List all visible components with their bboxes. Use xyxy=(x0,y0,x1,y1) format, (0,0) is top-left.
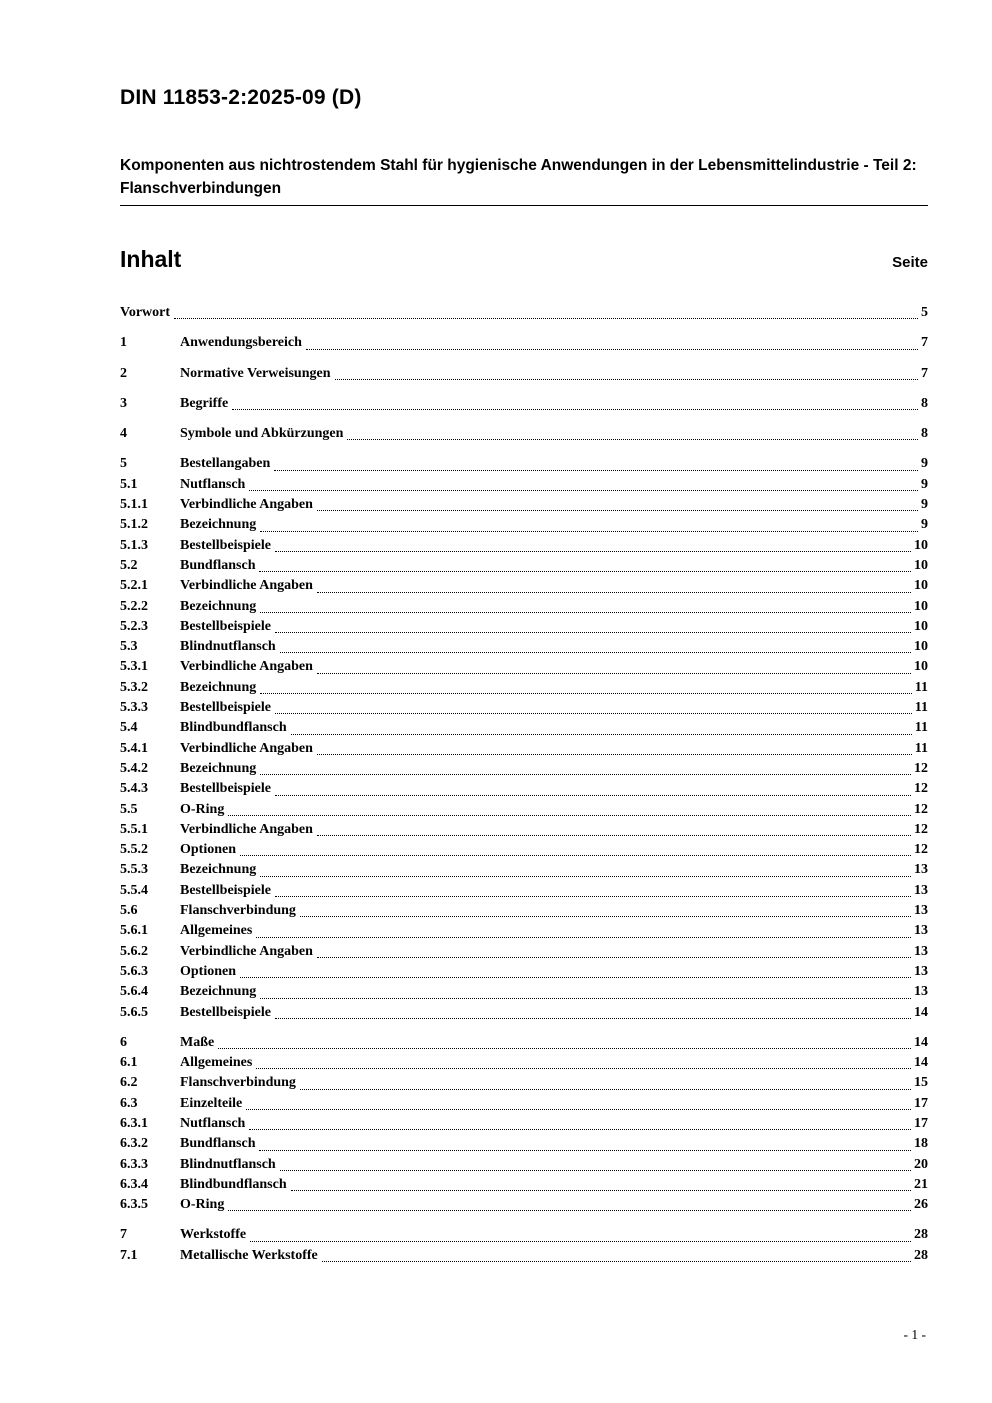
toc-entry[interactable] xyxy=(120,495,928,515)
toc-entry[interactable] xyxy=(120,303,928,323)
toc-entry-page: 8 xyxy=(921,426,928,442)
toc-entry-page: 17 xyxy=(914,1095,928,1111)
toc-entry-number: 5.5.2 xyxy=(120,842,148,858)
toc-entry-number: 5.2 xyxy=(120,557,138,573)
toc-entry-page: 10 xyxy=(914,537,928,553)
toc-entry-title: O-Ring xyxy=(180,801,225,817)
toc-entry-number: 5.6.3 xyxy=(120,963,148,979)
toc-entry-page: 9 xyxy=(921,497,928,513)
toc-entry-title: Verbindliche Angaben xyxy=(180,740,313,756)
toc-leader-dots xyxy=(300,916,911,917)
toc-leader-dots xyxy=(275,896,911,897)
toc-entry[interactable] xyxy=(120,424,928,444)
toc-leader-dots xyxy=(275,795,911,796)
toc-entry-number: 6.3.3 xyxy=(120,1156,148,1172)
toc-entry-number: 6.3.4 xyxy=(120,1176,148,1192)
toc-entry-number: 7.1 xyxy=(120,1247,138,1263)
toc-entry-number: 5 xyxy=(120,456,127,472)
toc-entry-number: 2 xyxy=(120,365,127,381)
toc-entry-title: O-Ring xyxy=(180,1197,225,1213)
toc-entry-page: 13 xyxy=(914,984,928,1000)
toc-leader-dots xyxy=(274,470,918,471)
toc-leader-dots xyxy=(228,1210,911,1211)
toc-entry-title: Metallische Werkstoffe xyxy=(180,1247,318,1263)
toc-leader-dots xyxy=(306,349,918,350)
toc-entry-number: 5.1 xyxy=(120,476,138,492)
toc-entry-page: 7 xyxy=(921,365,928,381)
toc-entry-number: 5.3 xyxy=(120,639,138,655)
toc-entry-page: 10 xyxy=(914,618,928,634)
toc-entry[interactable] xyxy=(120,921,928,941)
toc-entry-page: 14 xyxy=(914,1004,928,1020)
toc-entry-number: 5.4.2 xyxy=(120,760,148,776)
toc-entry-page: 18 xyxy=(914,1136,928,1152)
toc-entry-number: 6.1 xyxy=(120,1055,138,1071)
toc-entry[interactable] xyxy=(120,779,928,799)
toc-entry-title: Verbindliche Angaben xyxy=(180,497,313,513)
toc-entry-number: 6.3 xyxy=(120,1095,138,1111)
toc-entry[interactable] xyxy=(120,881,928,901)
toc-leader-dots xyxy=(317,957,911,958)
toc-entry-page: 11 xyxy=(914,700,928,716)
toc-entry-page: 11 xyxy=(914,720,928,736)
toc-leader-dots xyxy=(259,1150,911,1151)
toc-entry-page: 10 xyxy=(914,639,928,655)
toc-leader-dots xyxy=(174,318,918,319)
toc-entry-title: Blindnutflansch xyxy=(180,639,276,655)
toc-leader-dots xyxy=(240,855,911,856)
toc-entry[interactable] xyxy=(120,536,928,556)
page-content xyxy=(120,0,928,1266)
toc-leader-dots xyxy=(246,1109,911,1110)
toc-entry-number: 6.3.2 xyxy=(120,1136,148,1152)
toc-entry[interactable] xyxy=(120,617,928,637)
toc-leader-dots xyxy=(317,673,911,674)
toc-entry-number: 5.2.1 xyxy=(120,578,148,594)
toc-entry-page: 10 xyxy=(914,659,928,675)
toc-entry-number: 5.4.1 xyxy=(120,740,148,756)
toc-entry-number: 5.2.2 xyxy=(120,598,148,614)
toc-entry-page: 17 xyxy=(914,1115,928,1131)
toc-entry-title: Einzelteile xyxy=(180,1095,243,1111)
toc-entry-number: 5.6.5 xyxy=(120,1004,148,1020)
toc-entry-number: 4 xyxy=(120,426,127,442)
toc-entry[interactable] xyxy=(120,576,928,596)
toc-leader-dots xyxy=(335,379,919,380)
toc-entry[interactable] xyxy=(120,739,928,759)
toc-entry-page: 12 xyxy=(914,801,928,817)
toc-leader-dots xyxy=(280,652,911,653)
toc-entry[interactable] xyxy=(120,860,928,880)
toc-entry-number: 5.4 xyxy=(120,720,138,736)
toc-leader-dots xyxy=(275,713,912,714)
toc-entry[interactable] xyxy=(120,718,928,738)
toc-entry-number: 5.1.1 xyxy=(120,497,148,513)
toc-entry-page: 26 xyxy=(914,1197,928,1213)
toc-entry[interactable] xyxy=(120,1134,928,1154)
toc-leader-dots xyxy=(232,409,918,410)
toc-entry[interactable] xyxy=(120,1003,928,1023)
toc-entry-title: Normative Verweisungen xyxy=(180,365,331,381)
toc-entry-page: 14 xyxy=(914,1055,928,1071)
toc-entry[interactable] xyxy=(120,475,928,495)
toc-entry[interactable] xyxy=(120,698,928,718)
toc-entry[interactable] xyxy=(120,1053,928,1073)
toc-entry[interactable] xyxy=(120,901,928,921)
toc-entry[interactable] xyxy=(120,637,928,657)
toc-entry-page: 12 xyxy=(914,821,928,837)
toc-entry-page: 13 xyxy=(914,903,928,919)
toc-entry-page: 21 xyxy=(914,1176,928,1192)
toc-leader-dots xyxy=(260,693,912,694)
toc-leader-dots xyxy=(280,1170,911,1171)
toc-entry-number: 5.5.3 xyxy=(120,862,148,878)
toc-entry-title: Verbindliche Angaben xyxy=(180,578,313,594)
toc-entry-title: Verbindliche Angaben xyxy=(180,821,313,837)
toc-leader-dots xyxy=(260,774,911,775)
toc-entry-number: 6.3.5 xyxy=(120,1197,148,1213)
toc-entry-number: 7 xyxy=(120,1227,127,1243)
toc-entry-title: Bezeichnung xyxy=(180,984,257,1000)
toc-leader-dots xyxy=(250,1241,911,1242)
toc-entry-page: 13 xyxy=(914,882,928,898)
page-number-footer: - 1 - xyxy=(903,1327,926,1342)
toc-page-column-label: Seite xyxy=(892,254,928,271)
toc-leader-dots xyxy=(260,998,911,999)
toc-entry-page: 15 xyxy=(914,1075,928,1091)
document-title: Komponenten aus nichtrostendem Stahl für hygienische Anwendungen in der Lebensmittelindustrie - Teil 2: Flanschverbindungen xyxy=(120,154,928,206)
toc-header-row xyxy=(120,246,928,273)
toc-entry-page: 28 xyxy=(914,1227,928,1243)
toc-entry-title: Anwendungsbereich xyxy=(180,335,302,351)
toc-entry[interactable] xyxy=(120,394,928,414)
toc-leader-dots xyxy=(218,1048,911,1049)
toc-entry-number: 5.6.2 xyxy=(120,943,148,959)
toc-entry[interactable] xyxy=(120,597,928,617)
toc-entry-title: Bestellbeispiele xyxy=(180,1004,271,1020)
toc-entry-page: 28 xyxy=(914,1247,928,1263)
toc-entry-title: Bezeichnung xyxy=(180,862,257,878)
toc-entry-number: 5.3.3 xyxy=(120,700,148,716)
toc-entry-number: 5.3.1 xyxy=(120,659,148,675)
toc-entry-title: Blindnutflansch xyxy=(180,1156,276,1172)
toc-entry-title: Bestellbeispiele xyxy=(180,537,271,553)
toc-entry-page: 11 xyxy=(914,740,928,756)
toc-entry[interactable] xyxy=(120,454,928,474)
toc-entry-number: 5.5.1 xyxy=(120,821,148,837)
toc-entry-page: 10 xyxy=(914,598,928,614)
toc-entry-title: Nutflansch xyxy=(180,476,246,492)
document-number: DIN 11853-2:2025-09 (D) xyxy=(120,86,362,109)
toc-entry-page: 12 xyxy=(914,781,928,797)
toc-heading: Inhalt xyxy=(120,246,182,272)
toc-entry-number: 6.2 xyxy=(120,1075,138,1091)
toc-entry-page: 13 xyxy=(914,943,928,959)
toc-entry[interactable] xyxy=(120,657,928,677)
toc-entry-number: 6.3.1 xyxy=(120,1115,148,1131)
toc-entry-title: Bundflansch xyxy=(180,557,256,573)
toc-entry[interactable] xyxy=(120,364,928,384)
toc-leader-dots xyxy=(240,977,911,978)
toc-entry[interactable] xyxy=(120,1246,928,1266)
toc-entry-title: Verbindliche Angaben xyxy=(180,659,313,675)
toc-entry-title: Vorwort xyxy=(120,305,171,320)
toc-entry-page: 13 xyxy=(914,862,928,878)
toc-leader-dots xyxy=(260,531,918,532)
toc-entry-title: Bestellbeispiele xyxy=(180,781,271,797)
toc-leader-dots xyxy=(275,1018,911,1019)
toc-entry[interactable] xyxy=(120,556,928,576)
toc-entry-number: 5.1.2 xyxy=(120,517,148,533)
toc-entry[interactable] xyxy=(120,1155,928,1175)
toc-entry-number: 1 xyxy=(120,335,127,351)
toc-leader-dots xyxy=(347,439,918,440)
toc-leader-dots xyxy=(317,754,912,755)
toc-entry[interactable] xyxy=(120,942,928,962)
toc-entry-page: 9 xyxy=(921,517,928,533)
toc-entry-title: Begriffe xyxy=(180,395,229,411)
toc-leader-dots xyxy=(291,734,912,735)
toc-entry-number: 3 xyxy=(120,395,127,411)
toc-entry-title: Symbole und Abkürzungen xyxy=(180,426,344,442)
toc-entry[interactable] xyxy=(120,1073,928,1093)
toc-entry-title: Blindbundflansch xyxy=(180,720,287,736)
toc-leader-dots xyxy=(249,1129,911,1130)
toc-entry-title: Bestellangaben xyxy=(180,456,271,472)
toc-leader-dots xyxy=(317,510,918,511)
toc-entry-number: 5.3.2 xyxy=(120,679,148,695)
toc-entry-page: 20 xyxy=(914,1156,928,1172)
toc-entry[interactable] xyxy=(120,1195,928,1215)
toc-entry-title: Bezeichnung xyxy=(180,679,257,695)
toc-entry-title: Allgemeines xyxy=(180,923,253,939)
toc-entry-title: Bestellbeispiele xyxy=(180,882,271,898)
toc-entry-title: Allgemeines xyxy=(180,1055,253,1071)
toc-leader-dots xyxy=(260,876,911,877)
toc-leader-dots xyxy=(228,815,911,816)
toc-entry-number: 5.6 xyxy=(120,903,138,919)
toc-leader-dots xyxy=(256,1068,911,1069)
toc-entry[interactable] xyxy=(120,1114,928,1134)
toc-entry[interactable] xyxy=(120,840,928,860)
toc-entry-page: 14 xyxy=(914,1034,928,1050)
toc-entry[interactable] xyxy=(120,1175,928,1195)
toc-entry-page: 12 xyxy=(914,842,928,858)
toc-entry-page: 13 xyxy=(914,963,928,979)
toc-leader-dots xyxy=(275,551,911,552)
toc-entry[interactable] xyxy=(120,800,928,820)
toc-entry-number: 5.2.3 xyxy=(120,618,148,634)
toc-entry-title: Nutflansch xyxy=(180,1115,246,1131)
toc-entry-title: Verbindliche Angaben xyxy=(180,943,313,959)
toc-entry[interactable] xyxy=(120,333,928,353)
toc-entry-title: Bezeichnung xyxy=(180,598,257,614)
toc-entry[interactable] xyxy=(120,759,928,779)
toc-entry-number: 5.4.3 xyxy=(120,781,148,797)
toc-entry[interactable] xyxy=(120,962,928,982)
toc-leader-dots xyxy=(317,835,911,836)
toc-entry-page: 8 xyxy=(921,395,928,411)
toc-leader-dots xyxy=(259,571,911,572)
toc-list xyxy=(120,303,928,1266)
toc-leader-dots xyxy=(322,1261,911,1262)
toc-entry-page: 5 xyxy=(921,305,928,320)
toc-entry-title: Bundflansch xyxy=(180,1136,256,1152)
toc-entry-page: 9 xyxy=(921,476,928,492)
toc-entry-page: 13 xyxy=(914,923,928,939)
toc-entry[interactable] xyxy=(120,1094,928,1114)
toc-entry-page: 10 xyxy=(914,557,928,573)
toc-leader-dots xyxy=(275,632,911,633)
toc-entry-page: 9 xyxy=(921,456,928,472)
toc-entry-number: 6 xyxy=(120,1034,127,1050)
toc-leader-dots xyxy=(260,612,911,613)
toc-entry-number: 5.5.4 xyxy=(120,882,148,898)
toc-entry[interactable] xyxy=(120,1225,928,1245)
toc-entry[interactable] xyxy=(120,820,928,840)
toc-entry-page: 10 xyxy=(914,578,928,594)
toc-leader-dots xyxy=(317,592,911,593)
toc-entry-number: 5.6.1 xyxy=(120,923,148,939)
toc-entry-title: Maße xyxy=(180,1034,215,1050)
toc-entry-page: 11 xyxy=(914,679,928,695)
toc-leader-dots xyxy=(291,1190,911,1191)
toc-entry-title: Bestellbeispiele xyxy=(180,618,271,634)
toc-entry[interactable] xyxy=(120,982,928,1002)
toc-entry-title: Blindbundflansch xyxy=(180,1176,287,1192)
toc-leader-dots xyxy=(249,490,918,491)
toc-entry-title: Optionen xyxy=(180,963,237,979)
toc-entry-title: Bestellbeispiele xyxy=(180,700,271,716)
toc-entry-title: Flanschverbindung xyxy=(180,1075,296,1091)
toc-entry-number: 5.6.4 xyxy=(120,984,148,1000)
toc-entry[interactable] xyxy=(120,515,928,535)
toc-entry-number: 5.5 xyxy=(120,801,138,817)
toc-entry[interactable] xyxy=(120,678,928,698)
toc-entry-page: 12 xyxy=(914,760,928,776)
toc-entry-title: Bezeichnung xyxy=(180,760,257,776)
toc-entry-title: Optionen xyxy=(180,842,237,858)
toc-entry-title: Bezeichnung xyxy=(180,517,257,533)
toc-entry-number: 5.1.3 xyxy=(120,537,148,553)
toc-leader-dots xyxy=(256,937,911,938)
toc-entry-title: Flanschverbindung xyxy=(180,903,296,919)
toc-leader-dots xyxy=(300,1089,911,1090)
toc-entry-title: Werkstoffe xyxy=(180,1227,247,1243)
toc-entry-page: 7 xyxy=(921,335,928,351)
toc-entry[interactable] xyxy=(120,1033,928,1053)
